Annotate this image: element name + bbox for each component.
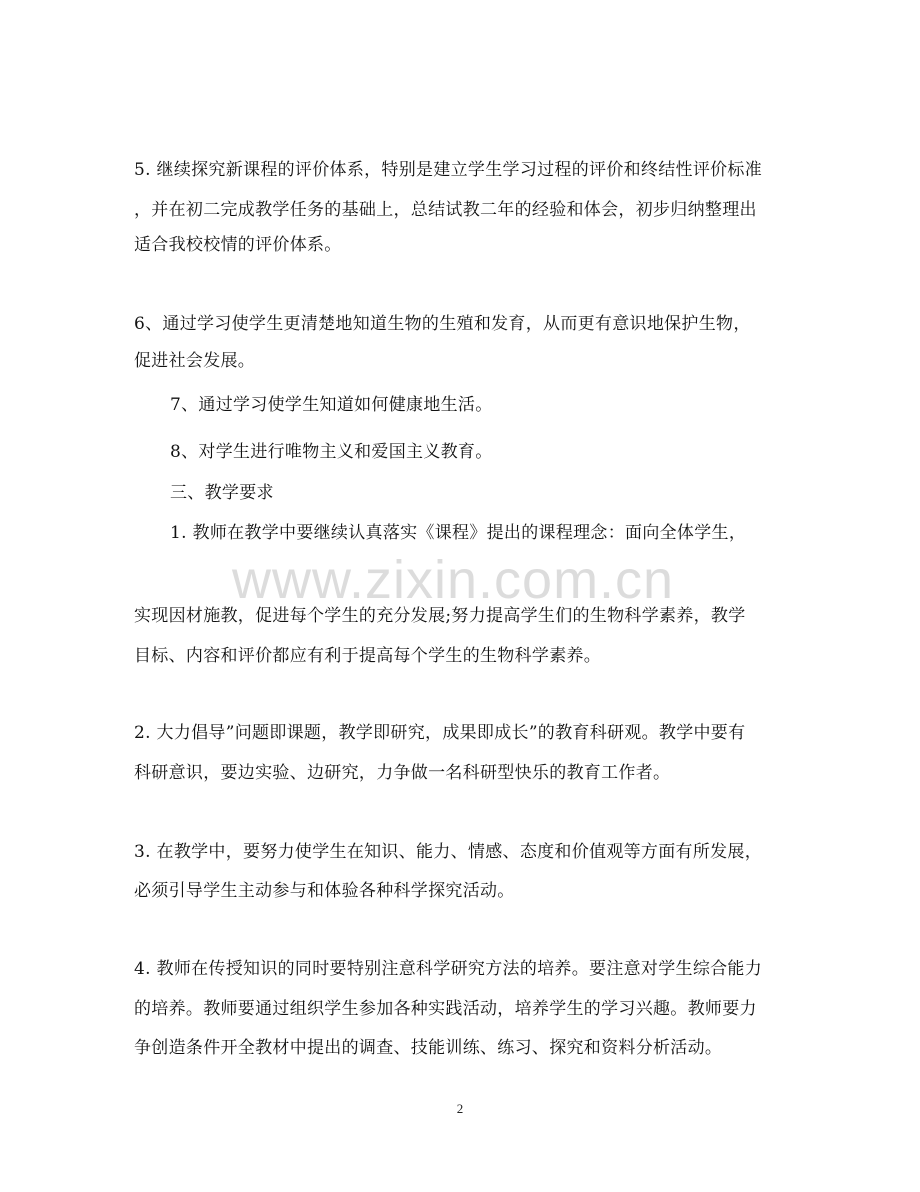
paragraph-line: 8、对学生进行唯物主义和爱国主义教育。 — [170, 442, 493, 462]
paragraph-line: 适合我校校情的评价体系。 — [134, 235, 342, 255]
paragraph-line: 5. 继续探究新课程的评价体系，特别是建立学生学习过程的评价和终结性评价标准 — [134, 160, 763, 180]
paragraph-line: 必须引导学生主动参与和体验各种科学探究活动。 — [134, 881, 515, 901]
paragraph-line: 6、通过学习使学生更清楚地知道生物的生殖和发育，从而更有意识地保护生物， — [134, 314, 751, 334]
paragraph-line: 争创造条件开全教材中提出的调查、技能训练、练习、探究和资料分析活动。 — [134, 1038, 723, 1058]
paragraph-line: 科研意识，要边实验、边研究，力争做一名科研型快乐的教育工作者。 — [134, 763, 671, 783]
page-number: 2 — [456, 1101, 464, 1116]
paragraph-line: 的培养。教师要通过组织学生参加各种实践活动，培养学生的学习兴趣。教师要力 — [134, 999, 757, 1019]
paragraph-line: ，并在初二完成教学任务的基础上，总结试教二年的经验和体会，初步归纳整理出 — [134, 200, 757, 220]
section-heading: 三、教学要求 — [170, 483, 274, 503]
paragraph-line: 2. 大力倡导”问题即课题，教学即研究，成果即成长”的教育科研观。教学中要有 — [134, 723, 746, 743]
watermark: www.zixin.com.cn — [232, 550, 675, 610]
paragraph-line: 7、通过学习使学生知道如何健康地生活。 — [170, 395, 493, 415]
paragraph-line: 3. 在教学中，要努力使学生在知识、能力、情感、态度和价值观等方面有所发展， — [134, 842, 763, 862]
paragraph-line: 实现因材施教，促进每个学生的充分发展;努力提高学生们的生物科学素养，教学 — [134, 606, 746, 626]
paragraph-line: 目标、内容和评价都应有利于提高每个学生的生物科学素养。 — [134, 646, 602, 666]
paragraph-line: 1. 教师在教学中要继续认真落实《课程》提出的课程理念：面向全体学生， — [170, 523, 747, 543]
paragraph-line: 促进社会发展。 — [134, 351, 256, 371]
paragraph-line: 4. 教师在传授知识的同时要特别注意科学研究方法的培养。要注意对学生综合能力 — [134, 959, 763, 979]
